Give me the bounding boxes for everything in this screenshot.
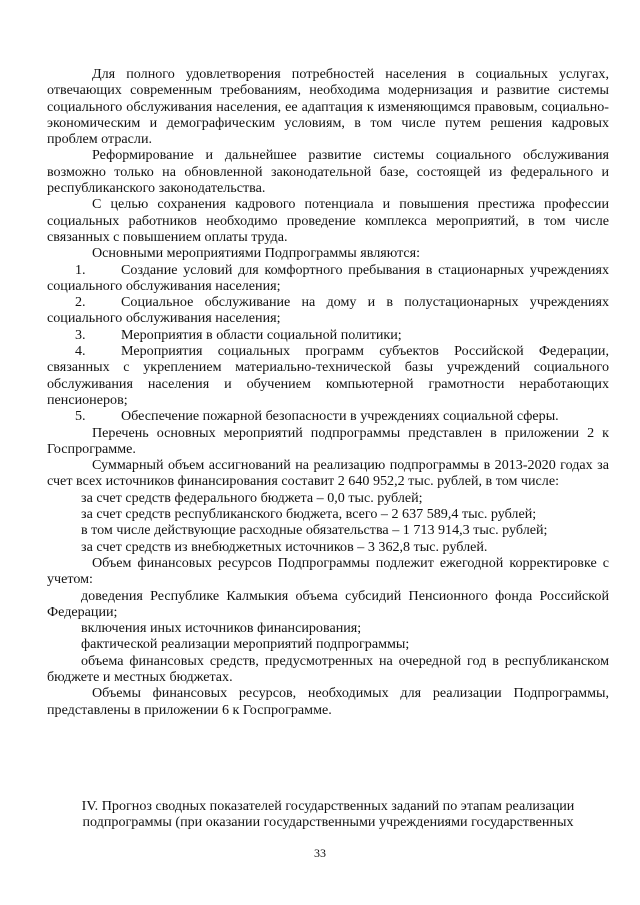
adjustment-subsidies: доведения Республике Калмыкия объема субсидий Пенсионного фонда Российской Федерации; bbox=[47, 587, 609, 620]
measure-item-5 bbox=[47, 408, 609, 424]
measure-text: Социальное обслуживание на дому и в полустационарных учреждениях социального обслуживания населения; bbox=[47, 294, 609, 327]
measure-text: Создание условий для комфортного пребывания в стационарных учреждениях социального обслуживания населения; bbox=[47, 261, 609, 294]
paragraph-modernization: Для полного удовлетворения потребностей населения в социальных услугах, отвечающих современным требованиям, необходима модернизация и развитие системы социального обслуживания населения, ее адаптация к изменяющимся правовым, социально-экономическим и демографическим условиям, в том числе путем решения кадровых проблем отрасли. bbox=[47, 66, 609, 148]
measure-number: 4. bbox=[75, 343, 86, 360]
paragraph-total-funding: Суммарный объем ассигнований на реализацию подпрограммы в 2013-2020 годах за счет всех источников финансирования составит 2 640 952,2 тыс. рублей, в том числе: bbox=[47, 457, 609, 490]
paragraph-personnel: С целью сохранения кадрового потенциала и повышения престижа профессии социальных работников необходимо проведение комплекса мероприятий, в том числе связанных с повышением оплаты труда. bbox=[47, 196, 609, 245]
adjustment-other-sources: включения иных источников финансирования; bbox=[81, 620, 362, 637]
funding-current-obligations: в том числе действующие расходные обязательства – 1 713 914,3 тыс. рублей; bbox=[81, 522, 548, 539]
measure-item-1 bbox=[47, 262, 609, 295]
measure-text: Обеспечение пожарной безопасности в учреждениях социальной сферы. bbox=[121, 408, 559, 425]
measure-number: 5. bbox=[75, 408, 86, 425]
adjustment-budget-volume: объема финансовых средств, предусмотренных на очередной год в республиканском бюджете и местных бюджетах. bbox=[47, 652, 609, 685]
paragraph-main-measures-intro: Основными мероприятиями Подпрограммы являются: bbox=[92, 245, 421, 262]
measure-number: 2. bbox=[75, 294, 86, 311]
paragraph-reform: Реформирование и дальнейшее развитие системы социального обслуживания возможно только на обновленной законодательной базе, состоящей из федерального и республиканского законодательства. bbox=[47, 147, 609, 197]
measure-number: 3. bbox=[75, 326, 86, 343]
measure-text: Мероприятия социальных программ субъектов Российской Федерации, связанных с укреплением материально-технической базы учреждений социального обслуживания населения и обучением компьютерной грамотности неработающих пенсионеров; bbox=[47, 343, 609, 408]
funding-federal: за счет средств федерального бюджета – 0,0 тыс. рублей; bbox=[81, 489, 423, 506]
funding-republican: за счет средств республиканского бюджета, всего – 2 637 589,4 тыс. рублей; bbox=[81, 506, 537, 523]
measure-item-3 bbox=[47, 327, 609, 343]
section-heading: IV. Прогноз сводных показателей государственных заданий по этапам реализации подпрограммы (при оказании государственными учреждениями государственных bbox=[81, 798, 575, 831]
paragraph-adjustment: Объем финансовых ресурсов Подпрограммы подлежит ежегодной корректировке с учетом: bbox=[47, 554, 609, 588]
measure-text: Мероприятия в области социальной политики; bbox=[121, 326, 402, 343]
adjustment-actual-implementation: фактической реализации мероприятий подпрограммы; bbox=[81, 636, 410, 653]
page-number: 33 bbox=[314, 846, 326, 860]
document-body bbox=[47, 66, 609, 718]
measure-item-2 bbox=[47, 294, 609, 327]
measure-item-4 bbox=[47, 343, 609, 408]
measure-number: 1. bbox=[75, 261, 86, 278]
funding-extrabudgetary: за счет средств из внебюджетных источников – 3 362,8 тыс. рублей. bbox=[81, 538, 488, 555]
paragraph-appendix-6: Объемы финансовых ресурсов, необходимых для реализации Подпрограммы, представлены в приложении 6 к Госпрограмме. bbox=[47, 685, 609, 718]
paragraph-appendix-2: Перечень основных мероприятий подпрограммы представлен в приложении 2 к Госпрограмме. bbox=[47, 424, 609, 457]
